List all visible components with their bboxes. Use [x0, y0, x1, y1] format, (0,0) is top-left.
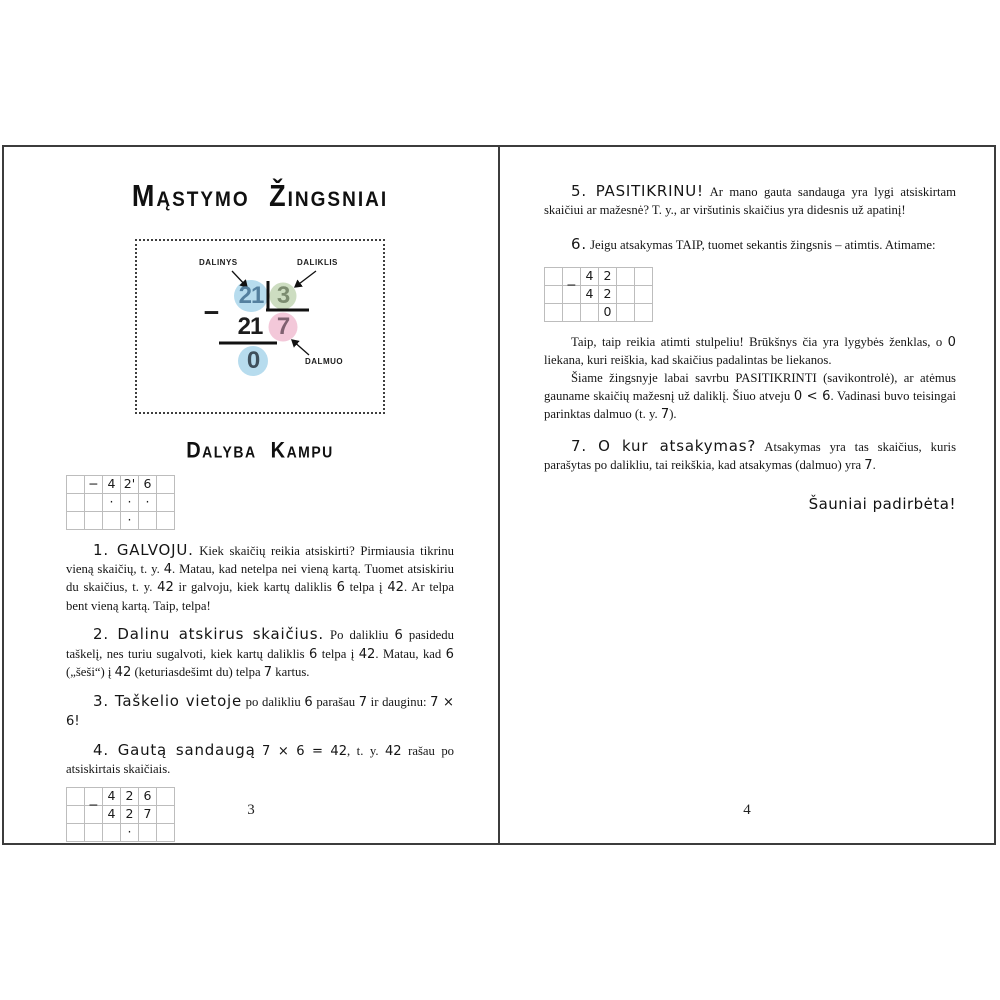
text-segment: liekana, kuri reiškia, kad skaičius padalintas be liekanos. — [544, 353, 832, 368]
grid-cell — [599, 267, 617, 285]
text-segment: Šiame žingsnyje labai savrbu PASITIKRINTI (savikontrolė), ar atėmus gauname skaičių mažesnį už daliklį. Šiuo atveju — [544, 370, 956, 403]
grid-cell — [563, 267, 581, 292]
arrow-quotient-icon — [292, 340, 309, 355]
text-segment: 7 — [660, 406, 670, 422]
division-grid-top — [66, 475, 175, 530]
grid-cell — [599, 285, 617, 303]
grid-cell — [121, 823, 139, 841]
text-segment: , t. y. — [347, 743, 385, 758]
grid-cell-text: − — [566, 276, 577, 292]
text-segment: Jeigu atsakymas TAIP, tuomet sekantis žingsnis – atimtis. Atimame: — [586, 237, 936, 252]
text-segment: 42 — [358, 646, 376, 662]
grid-cell — [85, 823, 103, 841]
text-segment: . Matau, kad — [375, 646, 446, 661]
grid-cell — [121, 512, 139, 530]
grid-cell — [85, 476, 103, 494]
text-segment: . Matau, kad netelpa nei vieną kartą. Tuomet atsiskiriu du skaičius, t. y. — [66, 561, 454, 595]
division-grid-right — [544, 267, 653, 322]
grid-cell — [581, 285, 599, 303]
step-1-paragraph — [66, 540, 454, 615]
grid-cell — [545, 285, 563, 303]
text-segment: 3. Taškelio vietoje — [93, 692, 243, 711]
text-segment: 0 — [947, 334, 956, 350]
grid-cell — [121, 494, 139, 512]
text-segment: pasidedu taškelį, nes turiu sugalvoti, kiek kartų daliklis — [66, 628, 454, 661]
text-segment: 5. PASITIKRINU! — [571, 182, 704, 200]
grid-cell — [563, 303, 581, 321]
text-segment: ). — [669, 406, 677, 421]
grid-cell — [157, 512, 175, 530]
grid-row — [67, 494, 175, 512]
grid-cell-text: · — [109, 494, 114, 510]
text-segment: 7 × 6 = 42 — [262, 743, 348, 759]
grid-cell-text: 7 — [143, 806, 152, 822]
text-segment: . — [872, 458, 876, 473]
grid-cell-text: 0 — [603, 303, 612, 319]
grid-cell — [103, 494, 121, 512]
minus-sign: − — [203, 297, 219, 328]
grid-cell — [121, 476, 139, 494]
grid-cell-text: 2 — [125, 806, 134, 822]
grid-cell-text: 2 — [603, 267, 612, 283]
grid-cell-text: 2' — [123, 476, 136, 492]
grid-cell — [67, 512, 85, 530]
grid-cell — [581, 267, 599, 285]
text-segment: 6 — [308, 646, 318, 662]
text-segment: 6 — [336, 580, 345, 596]
grid-cell-text: · — [127, 824, 132, 840]
text-segment: Po dalikliu — [323, 628, 395, 643]
text-segment: 7 — [358, 695, 368, 711]
grid-row — [545, 267, 653, 285]
text-segment: („šeši“) į — [66, 664, 115, 679]
text-segment: 2. Dalinu atskirus skaičius. — [93, 625, 324, 644]
text-segment: Atsakymas yra tas skaičius, kuris parašytas po dalikliu, tai reikškia, kad atsakymas (dalmuo) yra — [544, 440, 957, 473]
grid-cell-text: − — [88, 797, 99, 813]
text-segment: (keturiasdešimt du) telpa — [131, 664, 264, 679]
grid-cell — [103, 476, 121, 494]
grid-cell — [545, 267, 563, 285]
grid-cell — [67, 823, 85, 841]
grid-cell — [67, 494, 85, 512]
grid-cell — [157, 476, 175, 494]
grid-cell — [85, 512, 103, 530]
grid-cell — [599, 303, 617, 321]
quotient-number: 7 — [276, 313, 290, 340]
text-segment: 42 — [384, 743, 402, 759]
text-segment: Taip, taip reikia atimti stulpeliu! Brūkšnys čia yra lygybės ženklas, o — [571, 334, 948, 349]
grid-cell — [85, 494, 103, 512]
grid-cell-text: 2 — [125, 788, 134, 804]
text-segment: 7 — [864, 458, 873, 474]
page-title: Mąstymo Žingsniai — [131, 179, 389, 213]
grid-cell — [157, 494, 175, 512]
text-segment: 0 < 6 — [793, 388, 831, 404]
grid-cell — [103, 823, 121, 841]
grid-cell — [157, 823, 175, 841]
grid-cell-text: · — [127, 494, 132, 510]
dividend-number: 21 — [238, 282, 264, 309]
text-segment: telpa į — [344, 580, 388, 595]
grid-cell-text: − — [88, 476, 99, 492]
page-left — [4, 147, 499, 843]
divisor-number: 3 — [276, 282, 290, 309]
text-segment: kartus. — [272, 664, 310, 679]
grid-cell — [635, 267, 653, 285]
grid-cell-text: · — [127, 512, 132, 528]
grid-cell — [139, 823, 157, 841]
grid-row — [545, 285, 653, 303]
text-segment: rašau po atsiskirtais skaičiais. — [66, 743, 455, 777]
arrow-divisor-icon — [295, 271, 316, 287]
text-segment: 42 — [157, 580, 174, 596]
page-number-left: 3 — [247, 802, 255, 818]
step-3-paragraph — [66, 691, 454, 731]
page-right — [499, 147, 994, 843]
grid-cell-text: 4 — [107, 806, 116, 822]
step-2-paragraph — [66, 624, 454, 682]
grid-cell — [635, 303, 653, 321]
text-segment: 6. — [571, 234, 587, 253]
label-quotient: DALMUO — [305, 357, 344, 366]
step-6-paragraph — [544, 234, 956, 255]
grid-row — [67, 512, 175, 530]
label-dividend: DALINYS — [199, 258, 238, 267]
page-number-right: 4 — [743, 802, 751, 818]
book-spread — [2, 145, 996, 845]
text-segment: 4. Gautą sandaugą — [93, 740, 256, 759]
text-segment: parašau — [312, 695, 359, 710]
grid-cell-text: 4 — [585, 267, 594, 283]
division-diagram — [135, 239, 385, 414]
text-segment: telpa į — [317, 646, 359, 661]
explanation-paragraph — [544, 334, 956, 370]
text-segment: Ar mano gauta sandauga yra lygi atsiskirtam skaičiui ar mažesnė? T. y., ar viršutinis skaičius yra didesnis už apatinį! — [544, 185, 957, 217]
text-segment: 7. O kur atsakymas? — [571, 437, 757, 456]
grid-cell — [67, 476, 85, 494]
grid-cell — [581, 303, 599, 321]
grid-cell-text: 4 — [107, 476, 116, 492]
grid-row — [67, 476, 175, 494]
text-segment: 6 — [394, 628, 403, 644]
step-4-paragraph — [66, 740, 454, 779]
grid-cell — [617, 285, 635, 303]
step-5-paragraph — [544, 181, 956, 220]
text-segment: 42 — [114, 664, 132, 680]
text-segment: ir galvoju, kiek kartų daliklis — [173, 580, 337, 595]
text-segment: 7 × 6! — [66, 695, 455, 729]
grid-cell-text: · — [145, 494, 150, 510]
text-segment: 6 — [304, 695, 313, 711]
text-segment: 42 — [387, 580, 404, 596]
text-segment: 6 — [445, 646, 454, 662]
step-7-paragraph — [544, 436, 956, 475]
text-segment: 4 — [163, 561, 173, 577]
grid-row — [545, 303, 653, 321]
grid-cell — [635, 285, 653, 303]
text-segment: . Vadinasi buvo teisingai parinktas dalmuo (t. y. — [544, 388, 957, 421]
text-segment: . Ar telpa bent vieną kartą. Taip, telpa! — [66, 580, 455, 613]
closing-message: Šauniai padirbėta! — [808, 495, 956, 514]
section-heading: Dalyba Kampu — [186, 438, 334, 464]
text-segment: po dalikliu — [242, 695, 305, 710]
grid-cell — [545, 303, 563, 321]
grid-cell — [139, 476, 157, 494]
grid-cell-text: 6 — [143, 788, 152, 804]
label-divisor: DALIKLIS — [297, 258, 338, 267]
product-number: 21 — [237, 313, 263, 340]
grid-cell — [139, 494, 157, 512]
text-segment: 1. GALVOJU. — [93, 541, 194, 559]
grid-cell-text: 2 — [603, 285, 612, 301]
grid-row — [67, 823, 175, 841]
grid-cell — [103, 512, 121, 530]
grid-cell — [617, 303, 635, 321]
text-segment: Kiek skaičių reikia atsiskirti? Pirmiausia tikrinu vieną skaičių, t. y. — [66, 544, 455, 576]
grid-cell-text: 4 — [107, 788, 116, 804]
grid-cell-text: 6 — [143, 476, 152, 492]
grid-cell — [139, 512, 157, 530]
selfcheck-paragraph — [544, 370, 956, 424]
text-segment: ir dauginu: — [367, 695, 431, 710]
text-segment: 7 — [263, 664, 273, 680]
remainder-number: 0 — [246, 347, 260, 374]
grid-cell-text: 4 — [585, 285, 594, 301]
grid-cell — [617, 267, 635, 285]
